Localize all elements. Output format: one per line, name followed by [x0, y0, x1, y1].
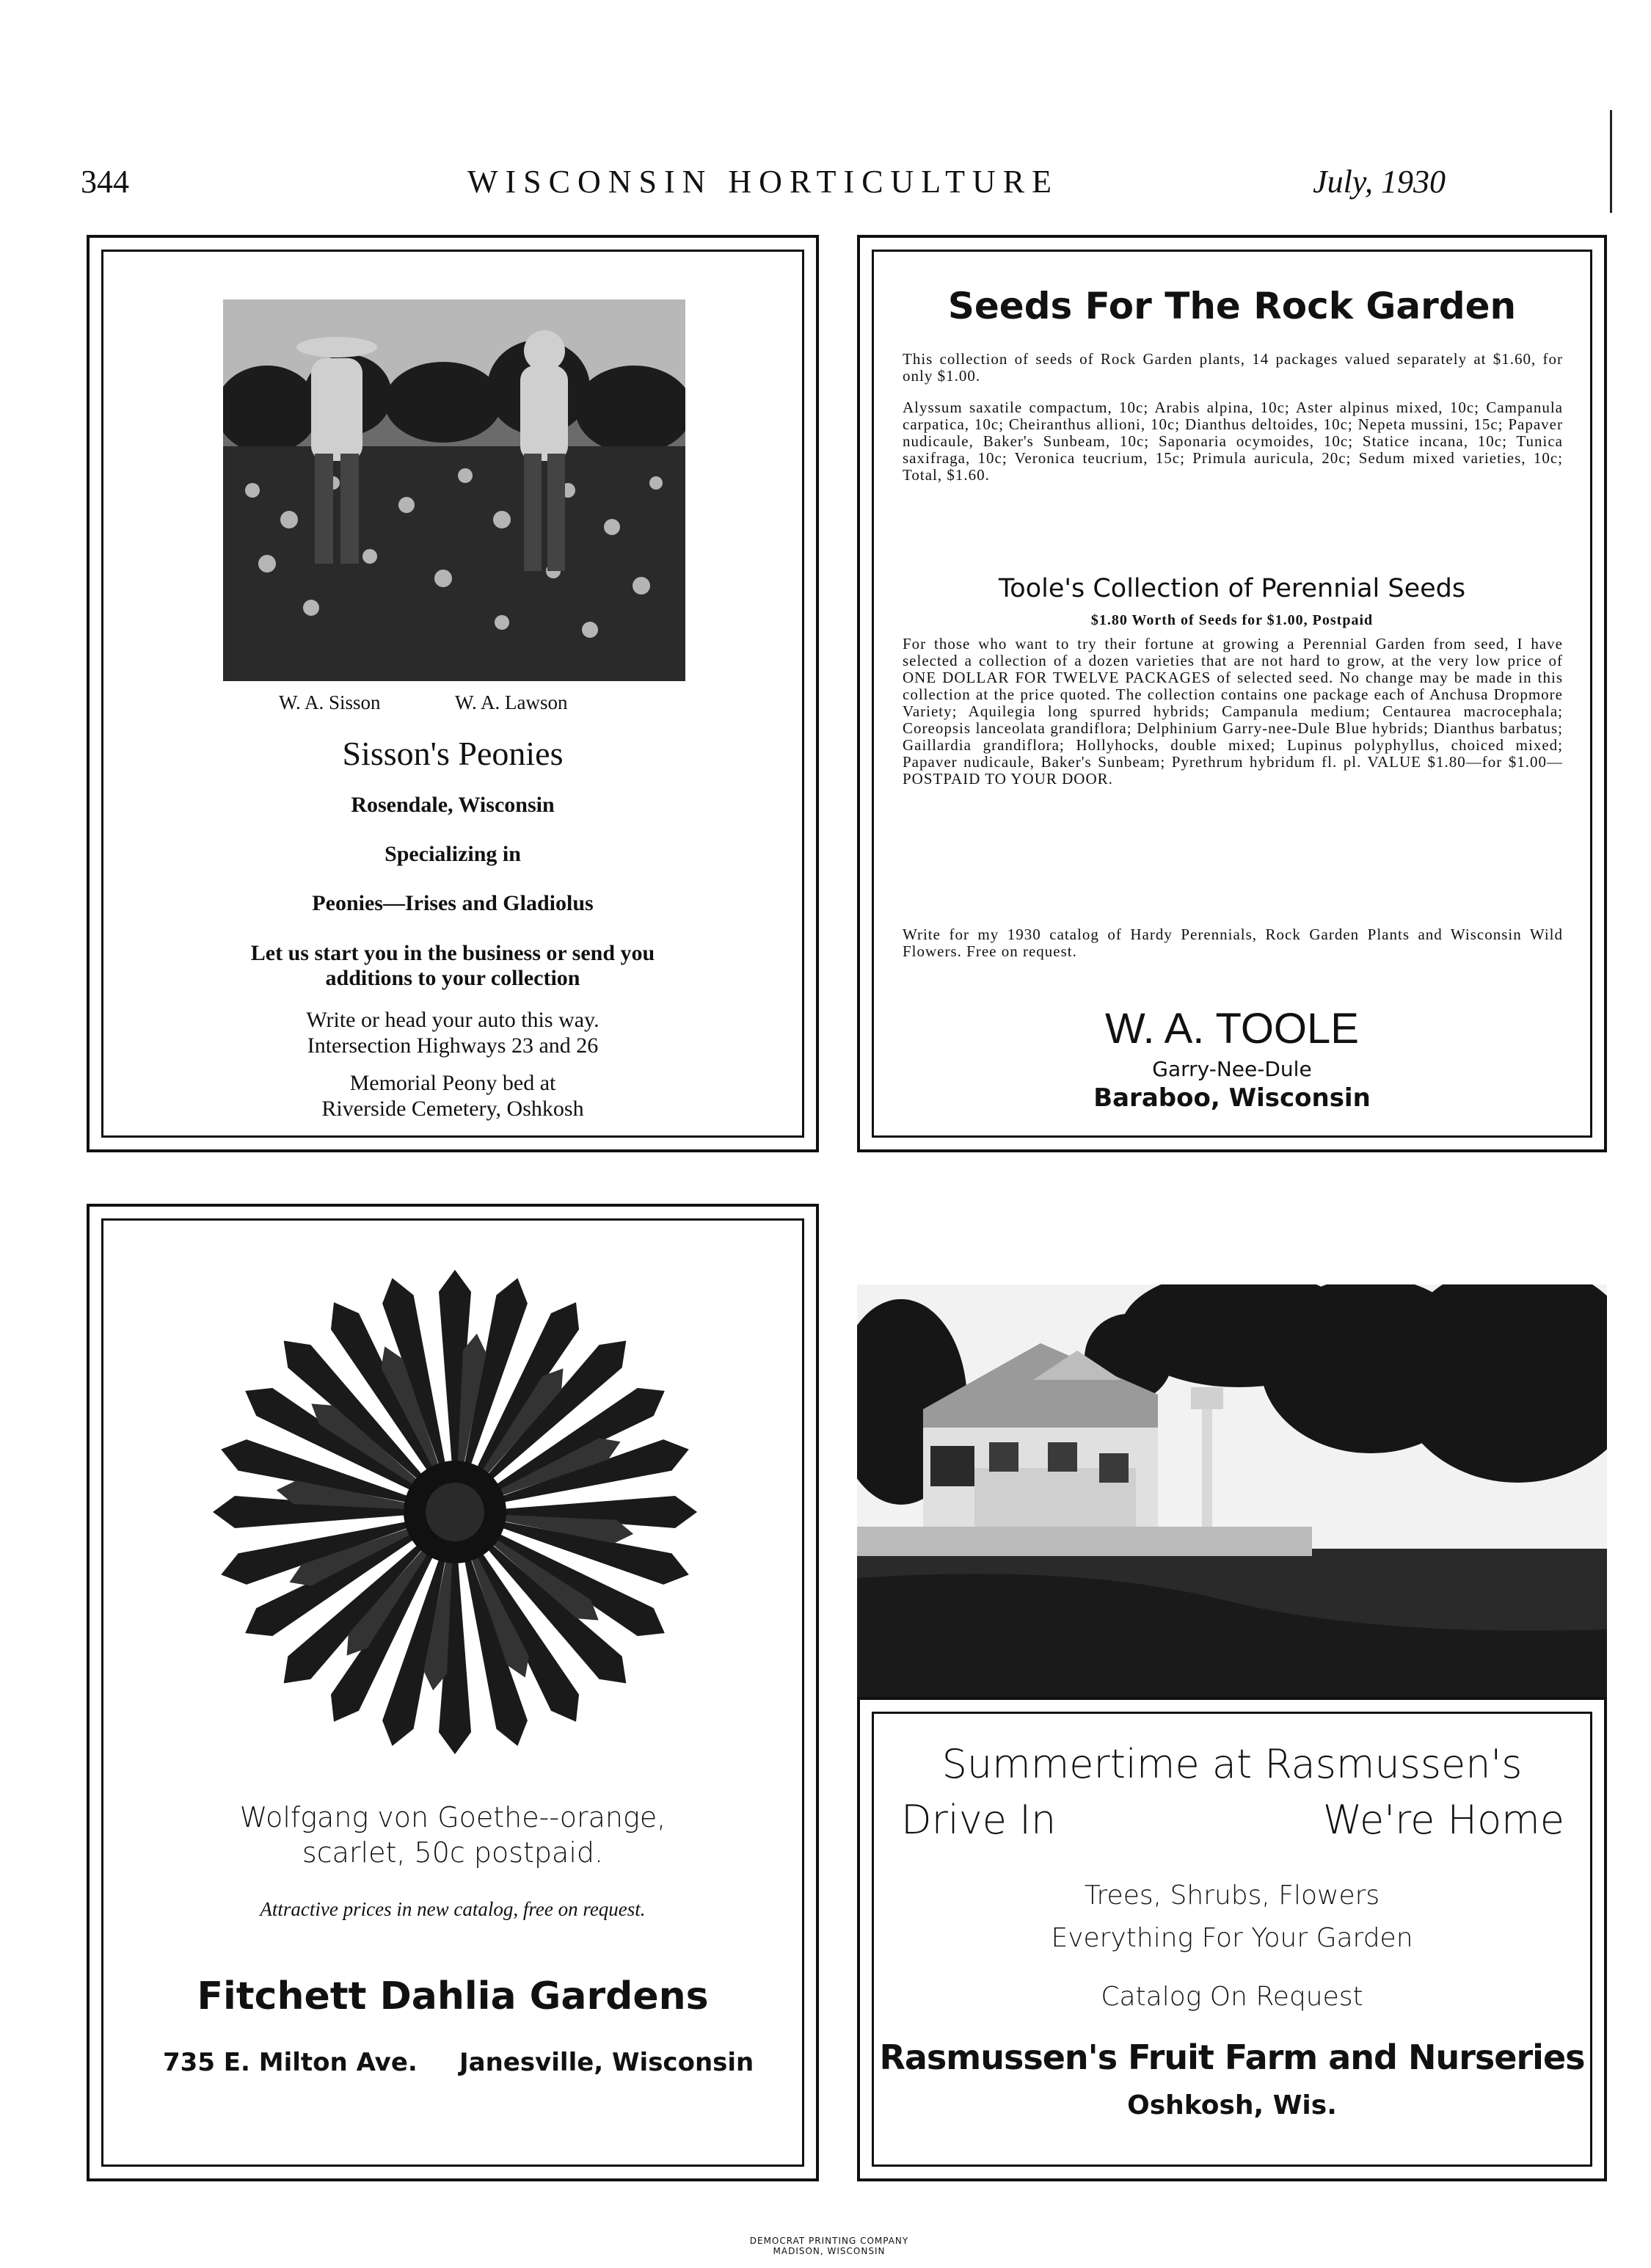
fitchett-catalog: Attractive prices in new catalog, free on request.	[260, 1898, 646, 1920]
toole-title: Seeds For The Rock Garden	[947, 285, 1517, 327]
dahlia-photo	[183, 1248, 726, 1776]
sisson-pitch-line1: Let us start you in the business or send you	[250, 941, 655, 965]
rasmussen-products: Trees, Shrubs, Flowers	[1084, 1880, 1380, 1911]
printer-line2: MADISON, WISCONSIN	[773, 2246, 886, 2256]
sisson-memorial	[103, 1070, 803, 1122]
toole-name: W. A. TOOLE	[1105, 1005, 1359, 1053]
issue-date: July, 1930	[1313, 164, 1446, 200]
rasmussen-catalog: Catalog On Request	[1101, 1982, 1363, 2012]
printer-line1: DEMOCRAT PRINTING COMPANY	[749, 2236, 909, 2246]
sisson-directions-line1: Write or head your auto this way.	[306, 1008, 599, 1032]
sisson-pitch	[103, 941, 803, 991]
dahlia-illustration	[183, 1248, 726, 1776]
toole-subtitle: Toole's Collection of Perennial Seeds	[998, 574, 1466, 603]
sisson-directions-line2: Intersection Highways 23 and 26	[307, 1033, 599, 1058]
toole-rock-list: Alyssum saxatile compactum, 10c; Arabis alpina, 10c; Aster alpinus mixed, 10c; Campanula carpatica, 10c; Cheiranthus allioni, 10c; Dianthus deltoides, 10c; Nepeta mussini, 15c; Papaver nudicaule, Baker's Sunbeam, 10c; Saponaria ocymoides, 10c; Statice incana, 10c; Tunica saxifraga, 10c; Veronica teucrium, 15c; Primula auricula, 20c; Sedum mixed varieties, 10c; Total, $1.60.	[903, 399, 1563, 484]
sisson-specializing: Specializing in	[384, 842, 521, 866]
toole-perennial-text: For those who want to try their fortune at growing a Perennial Garden from seed, I have selected a collection of a dozen varieties that are not hard to grow, at the very low price of ONE DOLLAR FOR TWELVE PACKAGES of selected seed. No change may be made in this collection at the price quoted. The collection contains one package each of Anchusa Dropmore Variety; Aquilegia long spurred hybrids; Campanula medium; Centaurea macrocephala; Coreopsis lanceolata grandiflora; Delphinium Garry-nee-Dule Blue hybrids; Dianthus barbatus; Gaillardia grandiflora; Hollyhocks, double mixed; Lupinus polyphyllus, choiced mixed; Papaver nudicaule, Baker's Sunbeam; Pyrethrum hybridum fl. pl. VALUE $1.80—for $1.00—POSTPAID TO YOUR DOOR.	[903, 635, 1563, 788]
rasmussen-everything: Everything For Your Garden	[1051, 1923, 1413, 1953]
rasmussen-were-home: We're Home	[1322, 1797, 1564, 1843]
toole-catalog-text: Write for my 1930 catalog of Hardy Perennials, Rock Garden Plants and Wisconsin Wild Flowers. Free on request.	[903, 926, 1563, 960]
rasmussen-headline: Summertime at Rasmussen's	[941, 1741, 1523, 1787]
sisson-peony-photo	[223, 299, 685, 681]
rasmussen-house-photo	[857, 1284, 1607, 1697]
sisson-directions	[103, 1007, 803, 1058]
page-header	[81, 163, 1446, 207]
fitchett-caption-line2: scarlet, 50c postpaid.	[302, 1836, 604, 1869]
toole-city: Baraboo, Wisconsin	[1093, 1083, 1371, 1113]
sisson-pitch-line2: additions to your collection	[325, 966, 580, 990]
fitchett-name: Fitchett Dahlia Gardens	[197, 1974, 709, 2018]
toole-offer: $1.80 Worth of Seeds for $1.00, Postpaid	[1090, 612, 1374, 628]
rasmussen-drive-in: Drive In	[901, 1797, 1057, 1843]
sisson-products: Peonies—Irises and Gladiolus	[312, 891, 594, 915]
page-number: 344	[81, 164, 129, 200]
fitchett-address: 735 E. Milton Ave.	[163, 2048, 418, 2077]
margin-rule	[1610, 110, 1612, 213]
sisson-title: Sisson's Peonies	[342, 735, 564, 772]
toole-intro: This collection of seeds of Rock Garden plants, 14 packages valued separately at $1.60, for only $1.00.	[903, 350, 1563, 385]
fitchett-caption-line1: Wolfgang von Goethe--orange,	[239, 1801, 666, 1833]
fitchett-caption	[103, 1800, 803, 1870]
publication-title: WISCONSIN HORTICULTURE	[467, 164, 1060, 200]
rasmussen-name: Rasmussen's Fruit Farm and Nurseries	[879, 2038, 1585, 2077]
fitchett-city: Janesville, Wisconsin	[459, 2048, 754, 2077]
printer-imprint	[660, 2236, 998, 2256]
peony-field-illustration	[223, 299, 685, 681]
sisson-location: Rosendale, Wisconsin	[351, 793, 555, 817]
sisson-memorial-line2: Riverside Cemetery, Oshkosh	[321, 1097, 584, 1121]
toole-estate: Garry-Nee-Dule	[1152, 1057, 1312, 1081]
photo-caption-left: W. A. Sisson	[279, 691, 381, 713]
photo-caption-right: W. A. Lawson	[455, 691, 568, 713]
farmhouse-illustration	[857, 1284, 1607, 1697]
rasmussen-city: Oshkosh, Wis.	[1127, 2090, 1337, 2120]
sisson-memorial-line1: Memorial Peony bed at	[349, 1071, 556, 1095]
